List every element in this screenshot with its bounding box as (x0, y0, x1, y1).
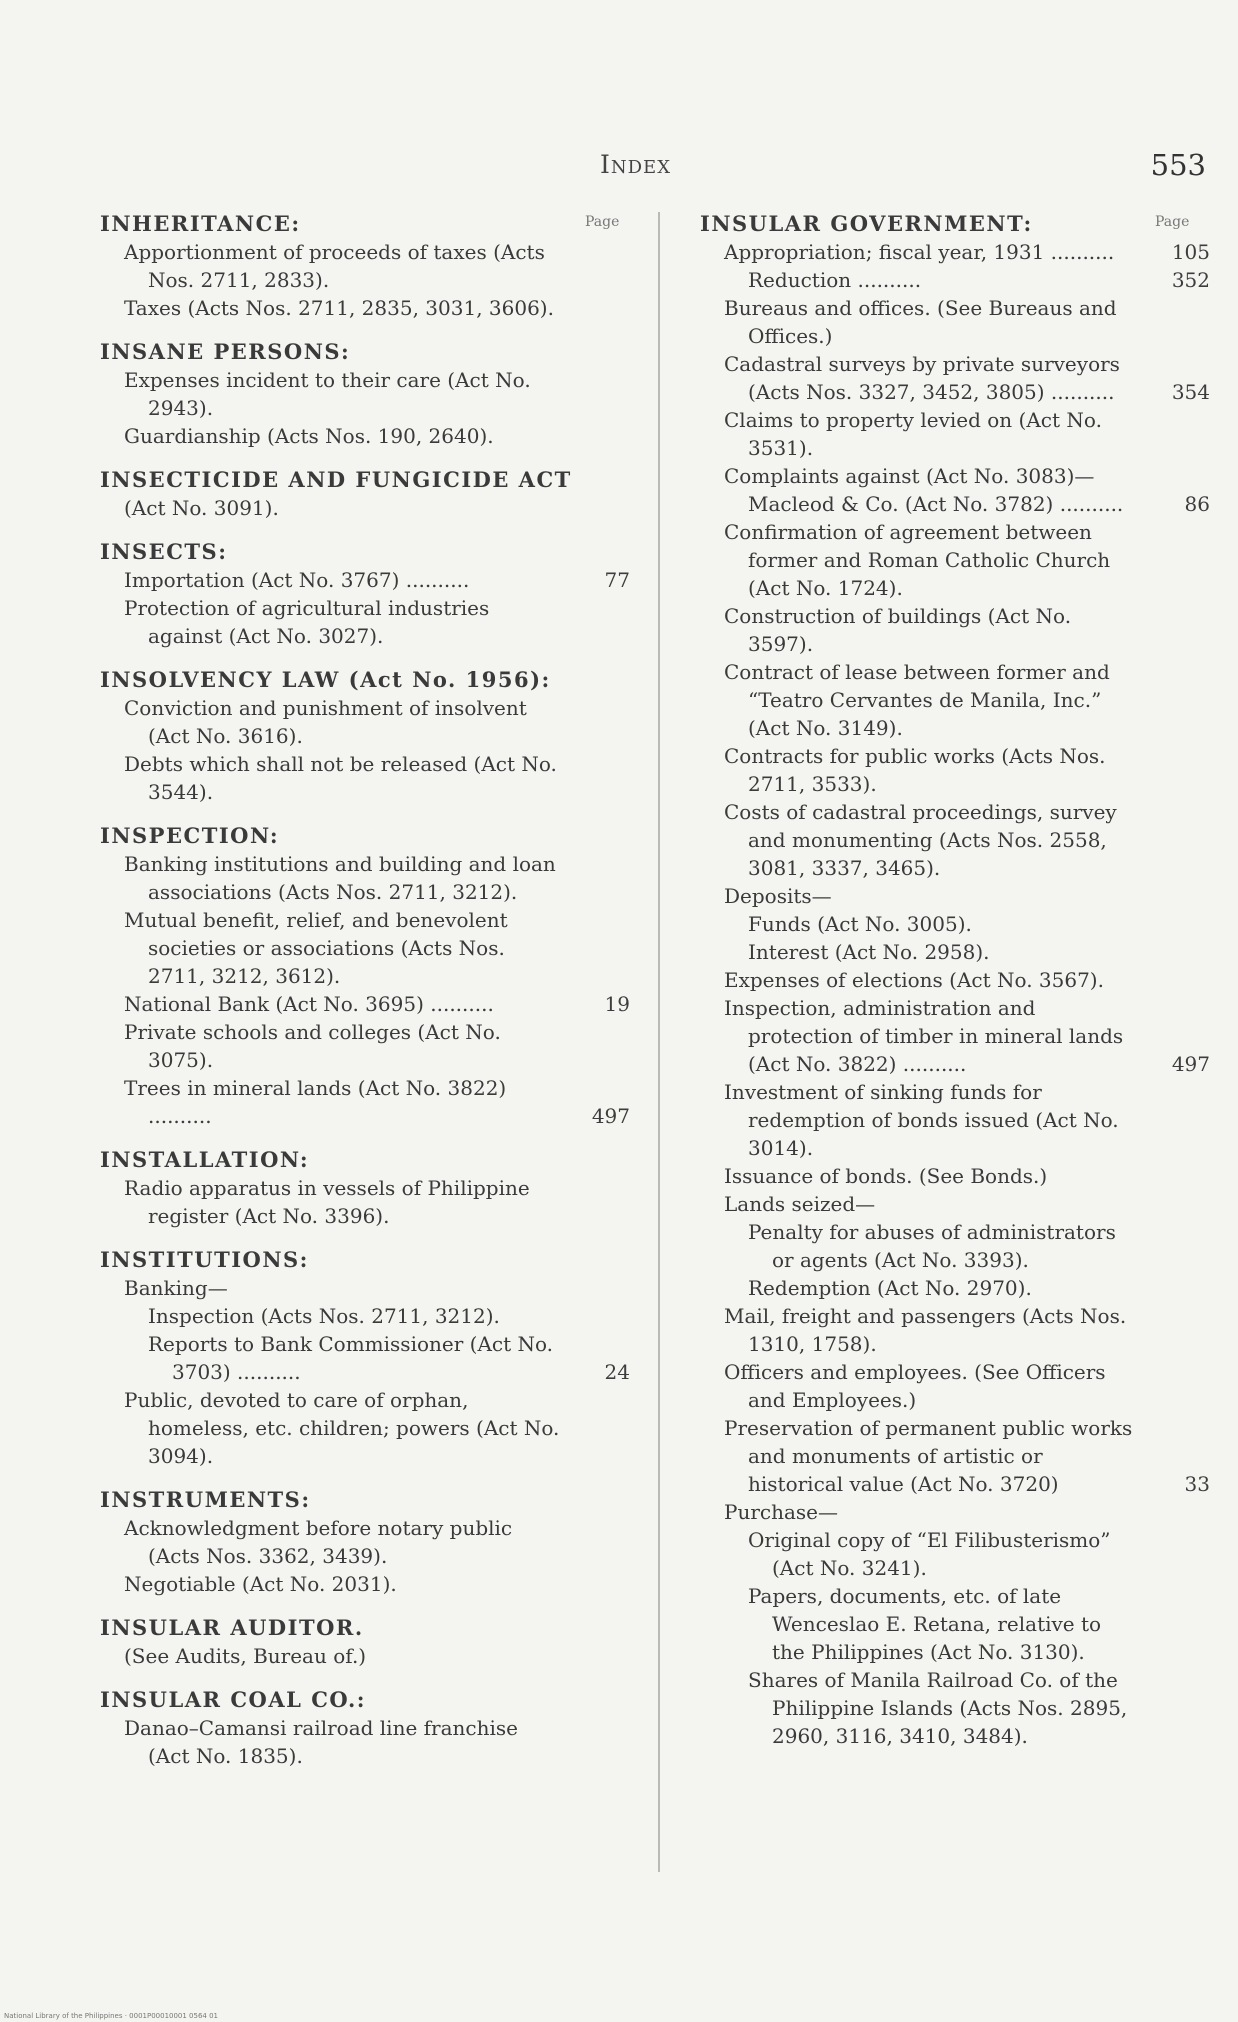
sub-entry-text: Expenses of elections (Act No. 3567). (724, 968, 1104, 992)
entry-heading: INSTITUTIONS: (100, 1247, 309, 1272)
sub-entry-text: Acknowledgment before notary public (Acts Nos. 3362, 3439). (124, 1516, 513, 1568)
index-entry (100, 1614, 630, 1670)
sub-entry (100, 1570, 630, 1598)
sub-entry (700, 1078, 1210, 1162)
entry-heading: INHERITANCE: (100, 211, 301, 236)
entry-heading: INSULAR AUDITOR. (100, 1615, 364, 1640)
sub-entry-text: Trees in mineral lands (Act No. 3822) .......... (124, 1076, 507, 1128)
column-divider (658, 212, 660, 1872)
index-entry (100, 666, 630, 806)
entry-heading: INSECTICIDE AND FUNGICIDE ACT (100, 467, 572, 492)
sub-entry (100, 366, 630, 422)
sub-entry-text: Private schools and colleges (Act No. 3075). (124, 1020, 501, 1072)
page-reference: 77 (604, 568, 630, 592)
sub-entry-text: Macleod & Co. (Act No. 3782) .......... (748, 492, 1124, 516)
entry-heading: INSULAR GOVERNMENT: (700, 211, 1033, 236)
sub-entry (700, 1498, 1210, 1526)
sub-entry-text: Costs of cadastral proceedings, survey and monumenting (Acts Nos. 2558, 3081, 3337, 3465). (724, 800, 1117, 880)
sub-entry-text: Issuance of bonds. (See Bonds.) (724, 1164, 1048, 1188)
sub-entry-text: Penalty for abuses of administrators or agents (Act No. 3393). (748, 1220, 1116, 1272)
sub-entry (700, 882, 1210, 910)
sub-entry (700, 490, 1210, 518)
sub-entry (100, 850, 630, 906)
sub-entry-text: Conviction and punishment of insolvent (Act No. 3616). (124, 696, 527, 748)
index-entry (100, 466, 630, 522)
index-entry (100, 1686, 630, 1770)
entry-heading: INSPECTION: (100, 823, 280, 848)
page-reference: 105 (1171, 240, 1210, 264)
sub-entry-text: Expenses incident to their care (Act No. 2943). (124, 368, 531, 420)
sub-entry (700, 938, 1210, 966)
index-entry (100, 538, 630, 650)
sub-entry (700, 994, 1210, 1078)
sub-entry-text: Contracts for public works (Acts Nos. 2711, 3533). (724, 744, 1106, 796)
entry-heading: INSTRUMENTS: (100, 1487, 311, 1512)
sub-entry-text: Mutual benefit, relief, and benevolent societies or associations (Acts Nos. 2711, 3212, 3612). (124, 908, 508, 988)
sub-entry (700, 602, 1210, 658)
page-reference: 497 (591, 1104, 630, 1128)
sub-entry (100, 566, 630, 594)
sub-entry-text: Investment of sinking funds for redemption of bonds issued (Act No. 3014). (724, 1080, 1119, 1160)
sub-entry (700, 406, 1210, 462)
sub-entry-text: National Bank (Act No. 3695) .......... (124, 992, 494, 1016)
sub-entry-text: Banking institutions and building and loan associations (Acts Nos. 2711, 3212). (124, 852, 556, 904)
sub-entry (700, 1190, 1210, 1218)
sub-entry (100, 594, 630, 650)
page-reference: 24 (604, 1360, 630, 1384)
right-column (700, 210, 1210, 1766)
index-entry (100, 822, 630, 1130)
sub-entry-text: Cadastral surveys by private surveyors (Acts Nos. 3327, 3452, 3805) .......... (724, 352, 1120, 404)
sub-entry-text: Danao–Camansi railroad line franchise (Act No. 1835). (124, 1716, 518, 1768)
sub-entry (700, 658, 1210, 742)
sub-entry (700, 1666, 1210, 1750)
sub-entry (100, 1330, 630, 1386)
sub-entry-text: Original copy of “El Filibusterismo” (Act No. 3241). (748, 1528, 1111, 1580)
page-reference: 354 (1171, 380, 1210, 404)
entry-heading: INSULAR COAL CO.: (100, 1687, 367, 1712)
sub-entry-text: Deposits— (724, 884, 832, 908)
sub-entry (100, 750, 630, 806)
sub-entry (700, 910, 1210, 938)
sub-entry (100, 1386, 630, 1470)
sub-entry (700, 1358, 1210, 1414)
entry-heading: INSTALLATION: (100, 1147, 310, 1172)
sub-entry-text: Inspection (Acts Nos. 2711, 3212). (148, 1304, 500, 1328)
page-reference: 497 (1171, 1052, 1210, 1076)
sub-entry-text: Public, devoted to care of orphan, homeless, etc. children; powers (Act No. 3094). (124, 1388, 560, 1468)
entry-heading-continuation: (See Audits, Bureau of.) (124, 1644, 367, 1668)
sub-entry (100, 1074, 630, 1130)
sub-entry-text: Officers and employees. (See Officers and Employees.) (724, 1360, 1106, 1412)
sub-entry (100, 1274, 630, 1302)
sub-entry (700, 1582, 1210, 1666)
index-entry (700, 210, 1210, 1750)
footer-credit: National Library of the Philippines · 0001P00010001 0564 01 (4, 2012, 219, 2020)
sub-entry-text: Negotiable (Act No. 2031). (124, 1572, 397, 1596)
sub-entry-text: Guardianship (Acts Nos. 190, 2640). (124, 424, 494, 448)
sub-entry-text: Protection of agricultural industries against (Act No. 3027). (124, 596, 490, 648)
entry-heading-continuation: (Act No. 3091). (124, 496, 279, 520)
sub-entry-text: Complaints against (Act No. 3083)— (724, 464, 1095, 488)
sub-entry (700, 798, 1210, 882)
sub-entry-text: Inspection, administration and protection of timber in mineral lands (Act No. 3822) .......... (724, 996, 1124, 1076)
sub-entry-text: Redemption (Act No. 2970). (748, 1276, 1032, 1300)
page-column-label: Page (1155, 214, 1190, 230)
page-column-label: Page (585, 214, 620, 230)
sub-entry (700, 1218, 1210, 1274)
sub-entry (100, 1174, 630, 1230)
sub-entry-text: Debts which shall not be released (Act No. 3544). (124, 752, 557, 804)
sub-entry (100, 694, 630, 750)
sub-entry (700, 518, 1210, 602)
left-column (100, 210, 630, 1786)
sub-entry-text: Radio apparatus in vessels of Philippine register (Act No. 3396). (124, 1176, 530, 1228)
entry-heading: INSOLVENCY LAW (Act No. 1956): (100, 667, 551, 692)
sub-entry-text: Purchase— (724, 1500, 839, 1524)
sub-entry-text: Lands seized— (724, 1192, 876, 1216)
sub-entry (700, 1162, 1210, 1190)
sub-entry (700, 1274, 1210, 1302)
sub-entry (100, 1302, 630, 1330)
sub-entry-text: Bureaus and offices. (See Bureaus and Offices.) (724, 296, 1117, 348)
sub-entry (100, 1018, 630, 1074)
sub-entry-text: Shares of Manila Railroad Co. of the Philippine Islands (Acts Nos. 2895, 2960, 3116, 3410, 3484). (748, 1668, 1128, 1748)
index-entry (100, 210, 630, 322)
sub-entry-text: Banking— (124, 1276, 228, 1300)
index-entry (100, 1246, 630, 1470)
sub-entry-text: Appropriation; fiscal year, 1931 .......... (724, 240, 1115, 264)
sub-entry (700, 1414, 1210, 1498)
sub-entry (700, 238, 1210, 266)
sub-entry-text: Construction of buildings (Act No. 3597). (724, 604, 1072, 656)
running-title: Index (600, 150, 672, 179)
sub-entry-text: Apportionment of proceeds of taxes (Acts Nos. 2711, 2833). (124, 240, 545, 292)
sub-entry (100, 238, 630, 294)
sub-entry-text: Preservation of permanent public works and monuments of artistic or historical value (Act No. 3720) (724, 1416, 1133, 1496)
page-reference: 352 (1171, 268, 1210, 292)
sub-entry (700, 350, 1210, 406)
page-header (0, 150, 1238, 190)
sub-entry-text: Confirmation of agreement between former and Roman Catholic Church (Act No. 1724). (724, 520, 1111, 600)
sub-entry (700, 966, 1210, 994)
sub-entry-text: Reduction .......... (748, 268, 922, 292)
sub-entry-text: Claims to property levied on (Act No. 3531). (724, 408, 1102, 460)
sub-entry-text: Funds (Act No. 3005). (748, 912, 972, 936)
sub-entry (100, 906, 630, 990)
page-reference: 86 (1184, 492, 1210, 516)
sub-entry-text: Papers, documents, etc. of late Wenceslao E. Retana, relative to the Philippines (Act No. 3130). (748, 1584, 1102, 1664)
sub-entry-text: Mail, freight and passengers (Acts Nos. 1310, 1758). (724, 1304, 1127, 1356)
sub-entry-text: Interest (Act No. 2958). (748, 940, 990, 964)
sub-entry (700, 266, 1210, 294)
sub-entry (100, 294, 630, 322)
page-number: 553 (1150, 148, 1206, 182)
sub-entry (700, 462, 1210, 490)
sub-entry (100, 1714, 630, 1770)
page-reference: 33 (1184, 1472, 1210, 1496)
sub-entry (100, 422, 630, 450)
sub-entry-text: Contract of lease between former and “Teatro Cervantes de Manila, Inc.” (Act No. 3149). (724, 660, 1110, 740)
sub-entry (700, 294, 1210, 350)
sub-entry (100, 1514, 630, 1570)
page-reference: 19 (604, 992, 630, 1016)
sub-entry (700, 1526, 1210, 1582)
sub-entry (100, 990, 630, 1018)
index-entry (100, 338, 630, 450)
index-entry (100, 1146, 630, 1230)
sub-entry-text: Importation (Act No. 3767) .......... (124, 568, 470, 592)
entry-heading: INSECTS: (100, 539, 228, 564)
index-entry (100, 1486, 630, 1598)
sub-entry-text: Taxes (Acts Nos. 2711, 2835, 3031, 3606). (124, 296, 554, 320)
sub-entry (700, 1302, 1210, 1358)
sub-entry-text: Reports to Bank Commissioner (Act No. 3703) .......... (148, 1332, 554, 1384)
sub-entry (700, 742, 1210, 798)
entry-heading: INSANE PERSONS: (100, 339, 351, 364)
